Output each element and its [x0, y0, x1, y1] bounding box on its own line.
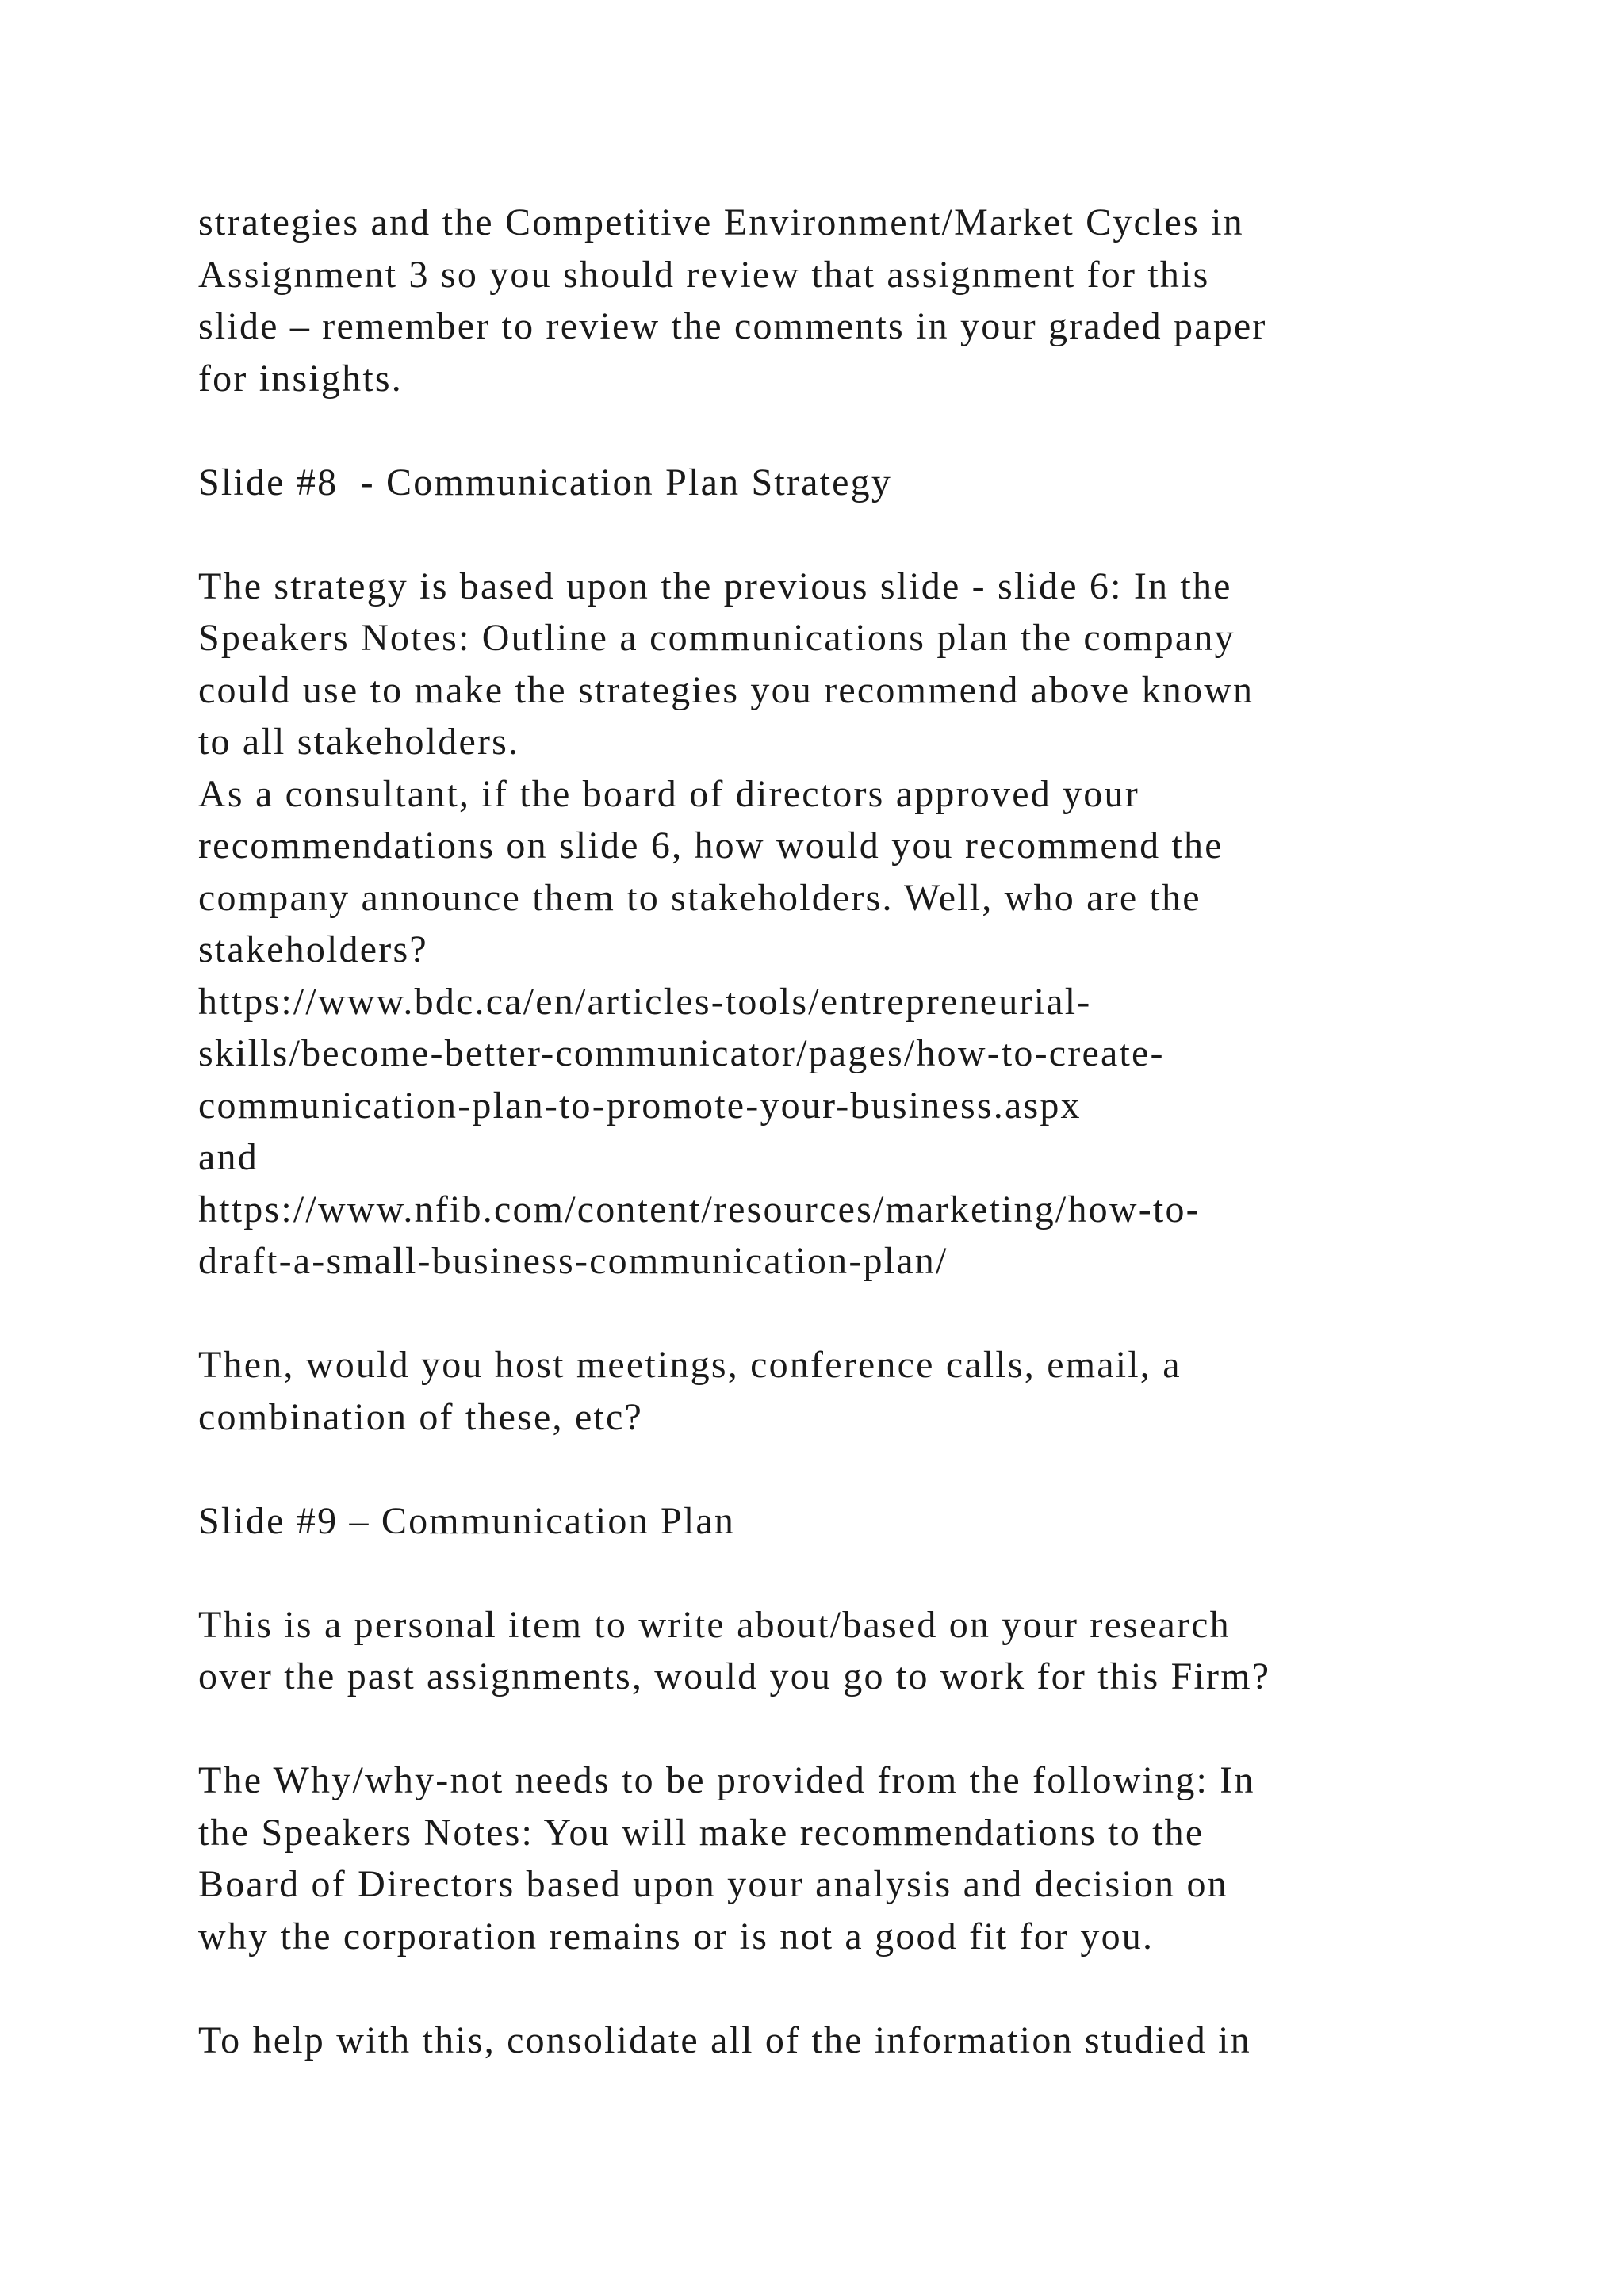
paragraph [198, 1599, 1546, 1703]
text-line: As a consultant, if the board of directors approved your [198, 772, 1139, 815]
text-line: recommendations on slide 6, how would you recommend the [198, 825, 1224, 867]
text-line: the Speakers Notes: You will make recommendations to the [198, 1811, 1205, 1854]
text-line: Speakers Notes: Outline a communications plan the company [198, 617, 1235, 659]
text-line: The Why/why-not needs to be provided from the following: In [198, 1759, 1255, 1801]
paragraph-spacer [198, 1962, 1546, 2015]
paragraph-spacer [198, 1443, 1546, 1495]
url-text-line: draft-a-small-business-communication-plan/ [198, 1240, 948, 1282]
text-line: company announce them to stakeholders. Well, who are the [198, 876, 1201, 919]
text-line: to all stakeholders. [198, 721, 520, 763]
text-line: strategies and the Competitive Environment/Market Cycles in [198, 201, 1244, 243]
url-text-line: https://www.bdc.ca/en/articles-tools/entrepreneurial- [198, 980, 1092, 1023]
text-line: The strategy is based upon the previous slide - slide 6: In the [198, 564, 1232, 607]
paragraph [198, 1339, 1546, 1443]
paragraph-spacer [198, 1288, 1546, 1340]
paragraph-spacer [198, 1547, 1546, 1599]
paragraph [198, 197, 1546, 404]
url-text-line: communication-plan-to-promote-your-business.aspx [198, 1084, 1082, 1127]
text-line: combination of these, etc? [198, 1395, 644, 1438]
text-line: could use to make the strategies you recommend above known [198, 668, 1254, 711]
text-line: To help with this, consolidate all of the information studied in [198, 2019, 1251, 2061]
text-line: why the corporation remains or is not a good fit for you. [198, 1915, 1155, 1957]
paragraph [198, 561, 1546, 1288]
text-line: for insights. [198, 357, 403, 400]
url-text-line: skills/become-better-communicator/pages/how-to-create- [198, 1032, 1165, 1074]
paragraph-spacer [198, 1703, 1546, 1755]
paragraph [198, 2015, 1546, 2067]
text-line: Assignment 3 so you should review that assignment for this [198, 253, 1210, 296]
section-heading [198, 457, 1546, 509]
document-body [198, 197, 1546, 2066]
text-line: stakeholders? [198, 928, 428, 970]
text-line: over the past assignments, would you go to work for this Firm? [198, 1655, 1271, 1697]
paragraph-spacer [198, 508, 1546, 561]
text-line: This is a personal item to write about/based on your research [198, 1603, 1231, 1646]
url-text-line: https://www.nfib.com/content/resources/marketing/how-to- [198, 1188, 1201, 1230]
paragraph [198, 1755, 1546, 1962]
paragraph-spacer [198, 404, 1546, 457]
text-line: Slide #8 - Communication Plan Strategy [198, 461, 893, 503]
text-line: Then, would you host meetings, conference calls, email, a [198, 1344, 1182, 1386]
section-heading [198, 1495, 1546, 1548]
text-line: and [198, 1136, 259, 1178]
text-line: Board of Directors based upon your analysis and decision on [198, 1863, 1228, 1905]
text-line: slide – remember to review the comments in your graded paper [198, 305, 1267, 347]
text-line: Slide #9 – Communication Plan [198, 1499, 736, 1542]
